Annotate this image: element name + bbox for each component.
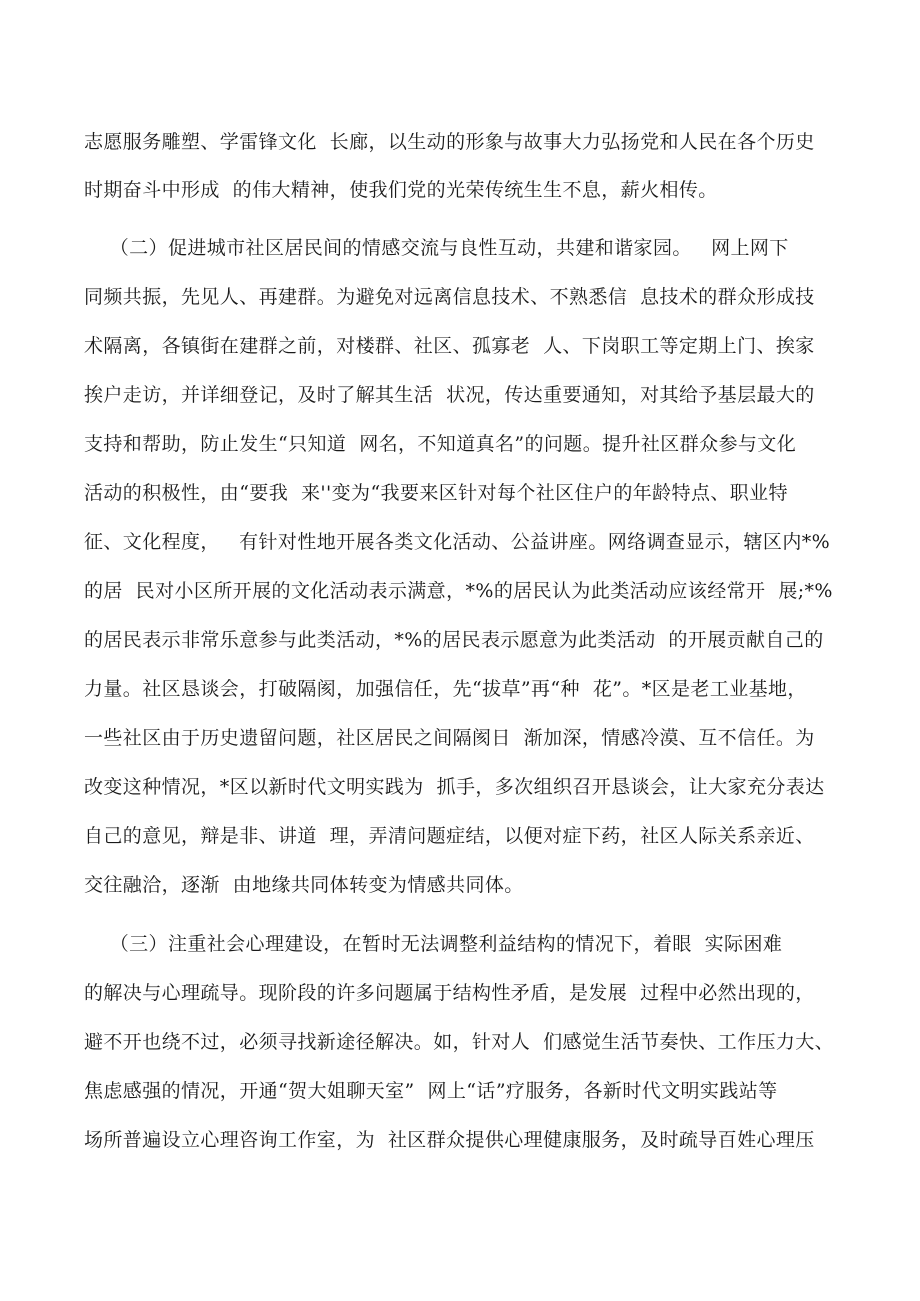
paragraph-2-line-2: 同频共振，先见人、再建群。为避免对远离信息技术、不熟悉信 息技术的群众形成技 xyxy=(84,286,815,308)
paragraph-3-line-1: （三）注重社会心理建设，在暂时无法调整利益结构的情况下，着眼 实际困难 xyxy=(84,933,783,955)
paragraph-2-line-8: 的居 民对小区所开展的文化活动表示满意，*%的居民认为此类活动应该经常开 展;*% xyxy=(84,580,833,602)
paragraph-3-line-2: 的解决与心理疏导。现阶段的许多问题属于结构性矛盾，是发展 过程中必然出现的， xyxy=(84,982,815,1004)
paragraph-2-line-6: 活动的积极性，由“要我 来''变为“我要来区针对每个社区住户的年龄特点、职业特 xyxy=(84,482,788,504)
paragraph-2-line-11: 一些社区由于历史遗留问题，社区居民之间隔阂日 渐加深，情感冷漠、互不信任。为 xyxy=(84,727,815,749)
paragraph-2-line-4: 挨户走访，并详细登记，及时了解其生活 状况，传达重要通知，对其给予基层最大的 xyxy=(84,384,815,406)
paragraph-2-line-9: 的居民表示非常乐意参与此类活动，*%的居民表示愿意为此类活动 的开展贡献自己的 xyxy=(84,629,824,651)
paragraph-3-line-4: 焦虑感强的情况，开通“贺大姐聊天室” 网上“话”疗服务，各新时代文明实践站等 xyxy=(84,1080,778,1102)
paragraph-1-line-1: 志愿服务雕塑、学雷锋文化 长廊，以生动的形象与故事大力弘扬党和人民在各个历史 xyxy=(84,131,815,153)
paragraph-2-line-1: （二）促进城市社区居民间的情感交流与良性互动，共建和谐家园。 网上网下 xyxy=(84,237,789,259)
paragraph-2-line-14: 交往融洽，逐渐 由地缘共同体转变为情感共同体。 xyxy=(84,874,524,896)
paragraph-3-line-3: 避不开也绕不过，必须寻找新途径解决。如，针对人 们感觉生活节奏快、工作压力大、 xyxy=(84,1031,835,1053)
paragraph-1-line-2: 时期奋斗中形成 的伟大精神，使我们党的光荣传统生生不息，薪火相传。 xyxy=(84,179,718,201)
paragraph-3-line-5: 场所普遍设立心理咨询工作室，为 社区群众提供心理健康服务，及时疏导百姓心理压 xyxy=(84,1129,815,1151)
paragraph-2-line-13: 自己的意见，辩是非、讲道 理，弄清问题症结，以便对症下药，社区人际关系亲近、 xyxy=(84,825,815,847)
paragraph-2-line-10: 力量。社区恳谈会，打破隔阂，加强信任，先“拔草”再“种 花”。*区是老工业基地， xyxy=(84,678,807,700)
paragraph-2-line-5: 支持和帮助，防止发生“只知道 网名，不知道真名”的问题。提升社区群众参与文化 xyxy=(84,433,797,455)
paragraph-2-line-7: 征、文化程度， 有针对性地开展各类文化活动、公益讲座。网络调查显示，辖区内*% xyxy=(84,531,831,553)
paragraph-2-line-12: 改变这种情况，*区以新时代文明实践为 抓手，多次组织召开恳谈会，让大家充分表达 xyxy=(84,776,825,798)
paragraph-2-line-3: 术隔离，各镇街在建群之前，对楼群、社区、孤寡老 人、下岗职工等定期上门、挨家 xyxy=(84,335,815,357)
